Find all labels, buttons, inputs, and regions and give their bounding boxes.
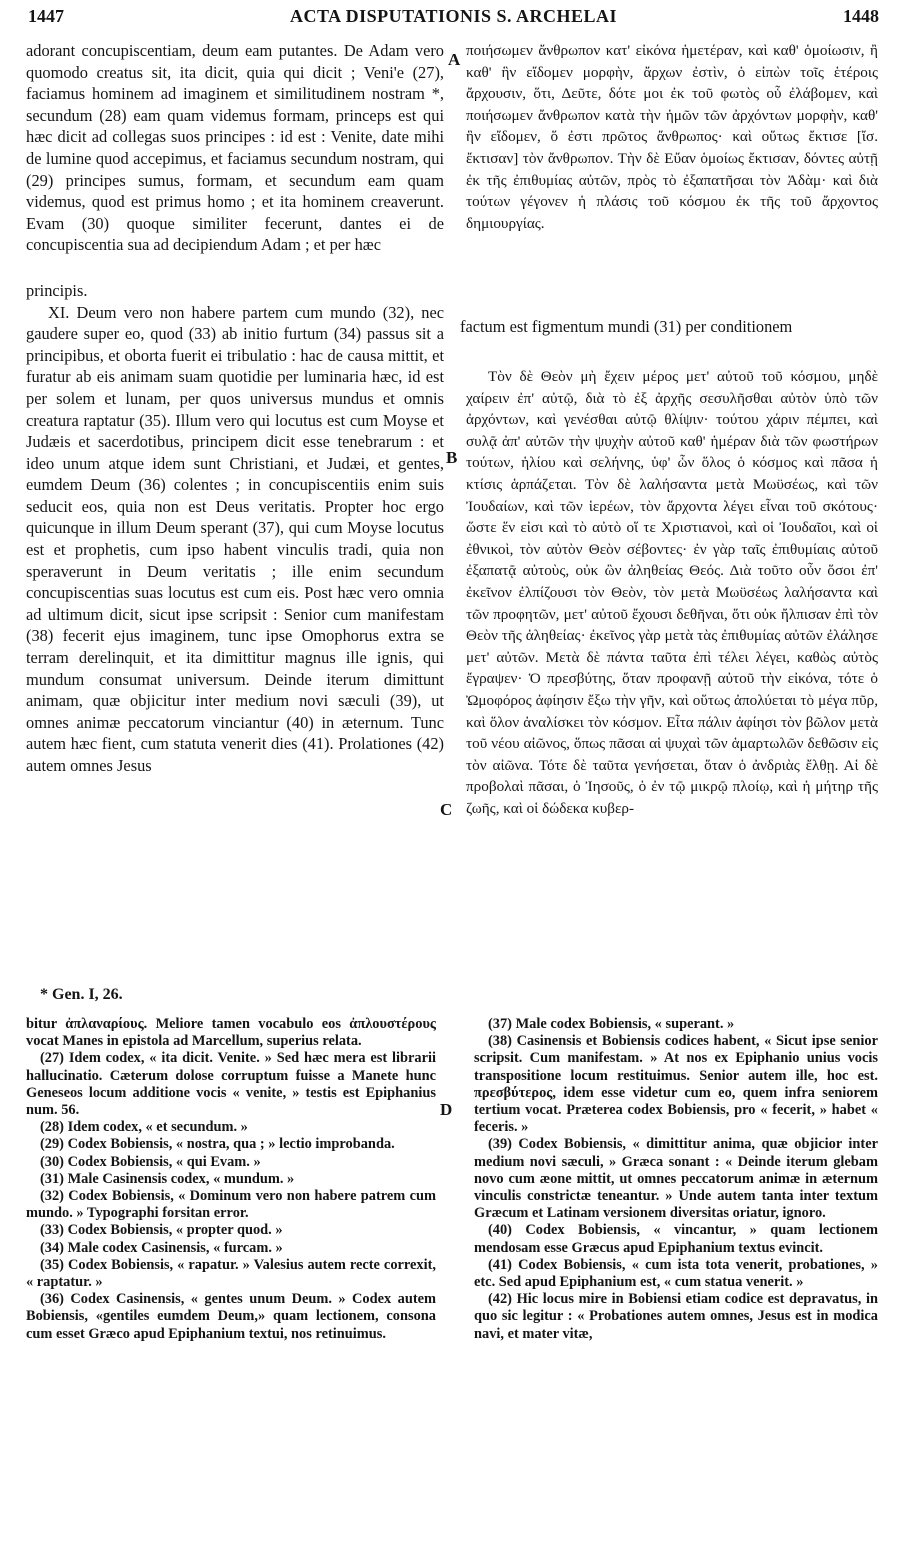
margin-marker-b: B (446, 448, 458, 467)
scripture-footnote: * Gen. I, 26. (40, 986, 123, 1003)
note-item: (27) Idem codex, « ita dicit. Venite. » Sed hæc mera est librarii hallucinatio. Cæterum dolose corruptum fuisse a Manete hunc Geneseos locum additione vocis « venite, » testis est Epiphanius num. 56. (26, 1050, 436, 1119)
greek-column-2 (466, 366, 878, 981)
page-number-right: 1448 (843, 6, 879, 26)
margin-marker-a: A (448, 50, 461, 69)
note-item: (32) Codex Bobiensis, « Dominum vero non habere patrem cum mundo. » Typographi forsitan error. (26, 1188, 436, 1222)
note-item: (40) Codex Bobiensis, « vincantur, » quam lectionem mendosam esse Græcus apud Epiphanium textus evincit. (474, 1222, 878, 1256)
note-item: (41) Codex Bobiensis, « cum ista tota venerit, probationes, » etc. Sed apud Epiphanium est, « cum statua venerit. » (474, 1256, 878, 1291)
greek-column-1 (466, 40, 878, 320)
note-item: (36) Codex Casinensis, « gentes unum Deum. » Codex autem Bobiensis, «gentiles eumdem Deum,» quam lectionem, consona cum esset Græco apud Epiphanium textui, nos retinuimus. (26, 1291, 436, 1342)
note-item: (39) Codex Bobiensis, « dimittitur anima, quæ objicior inter medium novi sæculi, » Græca sonant : « Deinde iterum glebam novo cum æone mittit, ut omnes peccatorum animæ in æternum vinculis constrictæ teneantur. » Unde autem tanta inter textum Græcum et Latinam versionem diversitas oriatur, ignoro. (474, 1136, 878, 1222)
note-item: (42) Hic locus mire in Bobiensi etiam codice est depravatus, in quo sic legitur : « Probationes autem omnes, Jesus est in modica navi, et mater vitæ, (474, 1291, 878, 1342)
note-item: (37) Male codex Bobiensis, « superant. » (488, 1016, 735, 1032)
margin-marker-c: C (440, 800, 453, 819)
note-item: (29) Codex Bobiensis, « nostra, qua ; » lectio improbanda. (40, 1136, 395, 1153)
note-item: (31) Male Casinensis codex, « mundum. » (40, 1170, 295, 1187)
page-number-left: 1447 (28, 6, 64, 26)
greek-paragraph-1: ποιήσωμεν ἄνθρωπον κατ' εἰκόνα ἡμετέραν, καὶ καθ' ὁμοίωσιν, ἢ καθ' ἣν εἴδομεν μορφὴν, ἄρχων ἐστὶν, ὁ εἰπὼν τοῖς ἑτέροις ἄρχουσιν, ὅτι, Δεῦτε, δότε μοι ἐκ τοῦ φωτὸς οὗ ἐλάβομεν, καὶ ποιήσωμεν ἄνθρωπον κατὰ τὴν ἡμῶν τῶν ἀρχόντων μορφὴν, καθ' ἣν εἴδομεν, ὅ ἐστι πρῶτος ἄνθρωπος· καὶ οὕτως ἔκτισε [ἴσ. ἔκτισαν] τὸν ἄνθρωπον. Τὴν δὲ Εὔαν ὁμοίως ἔκτισαν, δόντες αὐτῇ ἐκ τῆς ἐπιθυμίας αὐτῶν, πρὸς τὸ ἐξαπατῆσαι τὸν Ἀδὰμ· καὶ διὰ τούτων γέγονεν ἡ πλάσις τοῦ κόσμου ἐκ τῆς τοῦ ἄρχοντος δημιουργίας. (466, 42, 878, 232)
latin-paragraph-1: adorant concupiscentiam, deum eam putantes. De Adam vero quomodo creatus sit, ita dicit, quia qui dicit ; Veni'e (27), faciamus hominem ad imaginem et similitudinem nostram *, secundum (28) eam quam videmus formam, princeps est qui hæc dicit ad collegas suos principes : id est : Venite, date mihi de lumine quod accepimus, et faciamus secundum nostram, qui (29) principes sumus, formam, et secundum eam quam videmus, quod est primus homo ; et ita hominem creaverunt. Evam (30) quoque similiter fecerunt, dantes ei de concupiscentia sua ad decipiendum Adam ; et per hæc (26, 41, 444, 255)
latin-paragraph-2: XI. Deum vero non habere partem cum mundo (32), nec gaudere super eo, quod (33) ab initio furtum (34) passus sit a principibus, et oborta fuerit ei tribulatio : hac de causa mittit, et furatur ab eis animam suam quotidie per luminaria hæc, id est per solem et lunam, per quos universus mundus et omnis creatura raptatur (35). Illum vero qui locutus est cum Moyse et Judæis et sacerdotibus, principem dicit esse tenebrarum : et ideo unum atque idem sunt Christiani, et Judæi, et gentes, eumdem Deum (36) colentes ; in concupiscentiis enim suis seducit eos, quia non est Deus veritatis. Propter hoc ergo quicunque in illum Deum sperant (37), qui cum Moyse locutus est et prophetis, cum ipso habent vinculis tradi, quia non speraverunt in Deum veritatis ; ille enim secundum concupiscentias suas locutus est cum eis. Post hæc vero omnia ad ultimum dicit, sicut ipse scripsit : Senior cum manifestam (38) fecerit ejus imaginem, tunc ipse Omophorus extra se terram derelinquit, et ita dimittitur magnus ille ignis, qui mundum consumat universum. Deinde iterum dimittunt animam, quæ objicitur inter medium novi sæculi (39), ut omnes animæ peccatorum vinciantur (40) in æternum. Tunc autem hæc fient, cum statuta venerit dies (41). Prolationes (42) autem omnes Jesus (26, 302, 444, 775)
notes-left-column (26, 1016, 436, 1556)
continuation-line: factum est figmentum mundi (31) per conditionem (460, 317, 793, 336)
note-item: bitur ἀπλαναρίους. Meliore tamen vocabulo eos ἀπλουστέρους vocat Manes in epistola ad Marcellum, superius relata. (26, 1016, 436, 1050)
notes-right-column (474, 1016, 878, 1556)
note-item: (35) Codex Bobiensis, « rapatur. » Valesius autem recte correxit, « raptatur. » (26, 1256, 436, 1291)
note-item: (30) Codex Bobiensis, « qui Evam. » (40, 1153, 261, 1170)
margin-marker-d: D (440, 1100, 453, 1119)
latin-column (26, 40, 444, 970)
note-item: (34) Male codex Casinensis, « furcam. » (40, 1239, 283, 1256)
note-item: (28) Idem codex, « et secundum. » (40, 1119, 248, 1136)
latin-paragraph-1-tail: principis. (26, 280, 88, 300)
note-item: (38) Casinensis et Bobiensis codices habent, « Sicut ipse senior scripsit. Cum manifestam. » At nos ex Epiphanio unius vocis transpositione locum restituimus. Senior autem ille, hoc est. πρεσβύτερος, idem esse videtur cum eo, quem infra seniorem tertium vocat. Præterea codex Bobiensis, pro « fecerit, » habet « feceris. » (474, 1033, 878, 1136)
greek-paragraph-2: Τὸν δὲ Θεὸν μὴ ἔχειν μέρος μετ' αὐτοῦ τοῦ κόσμου, μηδὲ χαίρειν ἐπ' αὐτῷ, διὰ τὸ ἐξ ἀρχῆς σεσυλῆσθαι αὐτὸν ὑπὸ τῶν ἀρχόντων, καὶ γενέσθαι αὐτῷ θλίψιν· τούτου χάριν πέμπει, καὶ συλᾷ ἀπ' αὐτῶν τὴν ψυχὴν αὐτοῦ καθ' ἡμέραν διὰ τῶν φωστήρων τούτων, ἡλίου καὶ σελήνης, ὑφ' ὧν ὅλος ὁ κόσμος καὶ πᾶσα ἡ κτίσις ἁρπάζεται. Τὸν δὲ λαλήσαντα μετὰ Μωϋσέως, καὶ τῶν Ἰουδαίων, καὶ τῶν ἱερέων, τὸν ἄρχοντα λέγει εἶναι τοῦ σκότους· ὥστε ἕν εἰσι καὶ τὸ αὐτὸ οἵ τε Χριστιανοὶ, καὶ οἱ Ἰουδαῖοι, καὶ οἱ ἐθνικοὶ, τὸν αὐτὸν Θεὸν σέβοντες· ἐν γὰρ ταῖς ἐπιθυμίαις αὐτοῦ ἐξαπατᾷ αὐτοὺς, οὐκ ὢν ἀληθείας Θεός. Διὰ τοῦτο οὖν ὅσοι ἐπ' ἐκεῖνον ἐλπίζουσι τὸν Θεὸν, τὸν μετὰ Μωϋσέως λαλήσαντα καὶ τῶν προφητῶν, μετ' αὐτοῦ ἔχουσι δεθῆναι, ὅτι οὐκ ἤλπισαν ἐπὶ τὸν Θεὸν τῆς ἀληθείας· ἐκεῖνος γὰρ μετὰ τὰς ἐπιθυμίας αὐτῶν ἐλάλησε μετ' αὐτῶν. Μετὰ δὲ πάντα ταῦτα ἐπὶ τέλει λέγει, καθὼς αὐτὸς ἔγραψεν· Ὁ πρεσβύτης, ὅταν προφανῇ αὐτοῦ τὴν εἰκόνα, τότε ὁ Ὠμοφόρος ἀφίησιν ἔξω τὴν γῆν, καὶ οὕτως ἀπολύεται τὸ μέγα πῦρ, καὶ ὅλον ἀναλίσκει τὸν κόσμον. Εἶτα πάλιν ἀφίησι τὸν βῶλον μετὰ τοῦ νέου αἰῶνος, ὅπως πᾶσαι αἱ ψυχαὶ τῶν ἁμαρτωλῶν δεθῶσιν εἰς τὸν αἰῶνα. Τότε δὲ ταῦτα γενήσεται, ὅταν ὁ ἀνδριὰς ἔλθῃ. Αἱ δὲ προβολαὶ πᾶσαι, ὁ Ἰησοῦς, ὁ ἐν τῷ μικρῷ πλοίῳ, καὶ ἡ μήτηρ τῆς ζωῆς, καὶ οἱ δώδεκα κυβερ- (466, 368, 878, 817)
page-header (28, 4, 879, 32)
note-item: (33) Codex Bobiensis, « propter quod. » (40, 1222, 283, 1239)
running-title: ACTA DISPUTATIONIS S. ARCHELAI (289, 6, 618, 26)
